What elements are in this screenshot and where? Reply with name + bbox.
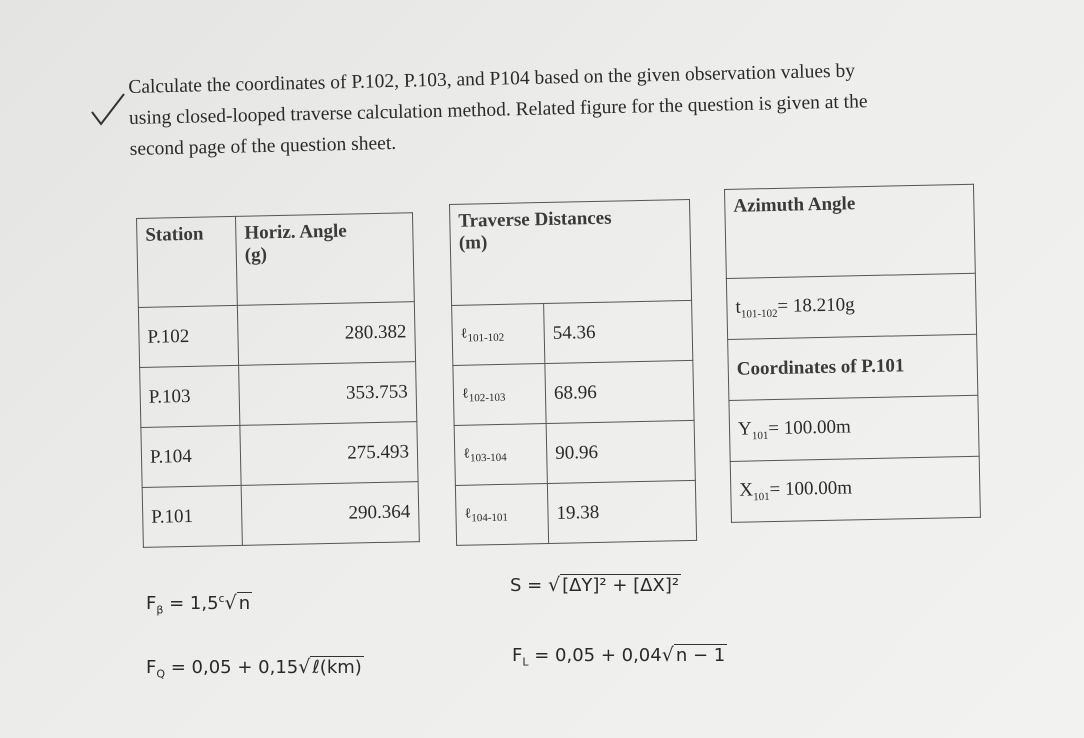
- formula-f-beta: [146, 592, 252, 617]
- angle-cell: 290.364: [241, 482, 419, 546]
- distance-label: [455, 484, 548, 546]
- table-row: [455, 480, 696, 545]
- distance-sub: 102-103: [468, 391, 506, 405]
- distance-label: [453, 364, 546, 426]
- table-row: [141, 422, 418, 488]
- azimuth-value: = 18.210g: [777, 294, 855, 317]
- question-line-2: using closed-looped traverse calculation method. Related figure for the question is given at the: [128, 91, 868, 129]
- distance-value: 54.36: [544, 300, 693, 363]
- f-beta-sup: c: [218, 592, 225, 605]
- station-cell: P.101: [142, 485, 242, 547]
- table-row: [140, 362, 417, 428]
- x-coord-cell: [730, 456, 980, 522]
- f-q-rhs: = 0,05 + 0,15: [165, 657, 299, 678]
- table-row: [452, 300, 693, 365]
- angles-table: [136, 212, 420, 548]
- distance-sub: 103-104: [469, 451, 507, 465]
- distance-label: [452, 304, 545, 366]
- sqrt-icon: √: [224, 592, 237, 614]
- distances-header-label: Traverse Distances: [458, 207, 612, 232]
- angle-cell: 280.382: [237, 302, 415, 366]
- ell-symbol: ℓ: [461, 386, 469, 402]
- distance-value: 68.96: [545, 360, 694, 423]
- x-value: = 100.00m: [769, 477, 853, 501]
- s-lhs: S =: [510, 575, 548, 596]
- angle-header-unit: (g): [244, 244, 268, 266]
- station-cell: P.104: [141, 425, 241, 487]
- angles-header-row: [137, 213, 415, 308]
- azimuth-sub: 101-102: [740, 307, 778, 321]
- sqrt-icon: √: [298, 656, 311, 678]
- angle-cell: 275.493: [240, 422, 418, 486]
- table-row: [138, 302, 415, 368]
- info-table: [724, 184, 981, 523]
- s-radicand: [ΔY]² + [ΔX]²: [562, 575, 680, 596]
- distances-header: [450, 199, 692, 305]
- distances-header-unit: (m): [458, 232, 488, 254]
- azimuth-symbol: t: [735, 296, 741, 318]
- formula-f-l: [512, 644, 727, 669]
- f-l-radicand: n − 1: [675, 645, 726, 666]
- x-symbol: X: [739, 479, 754, 501]
- y-row: [729, 395, 979, 461]
- angle-cell: 353.753: [239, 362, 417, 426]
- distance-sub: 104-101: [471, 511, 509, 524]
- question-text: [128, 51, 1060, 165]
- distance-sub: 101-102: [467, 331, 505, 345]
- station-header: Station: [137, 216, 238, 307]
- ell-symbol: ℓ: [460, 326, 468, 342]
- f-l-lhs: F: [512, 645, 523, 666]
- y-coord-cell: [729, 395, 979, 461]
- ell-symbol: ℓ: [464, 506, 472, 522]
- distances-table: [449, 199, 697, 546]
- distances-header-row: [450, 199, 692, 305]
- station-cell: P.103: [140, 365, 240, 427]
- f-q-sub: Q: [156, 667, 166, 681]
- distance-value: 19.38: [547, 480, 696, 543]
- f-beta-radicand: n: [238, 593, 251, 614]
- f-l-rhs: = 0,05 + 0,04: [528, 645, 662, 666]
- table-row: [453, 360, 694, 425]
- sqrt-icon: √: [661, 644, 674, 666]
- formula-f-q: [146, 656, 364, 681]
- question-line-3: second page of the question sheet.: [129, 132, 397, 160]
- angle-header: [235, 213, 414, 306]
- station-cell: P.102: [138, 305, 238, 367]
- y-symbol: Y: [737, 418, 752, 440]
- checkmark-icon: [90, 92, 126, 128]
- azimuth-header: Azimuth Angle: [725, 184, 976, 278]
- f-beta-lhs: F: [146, 593, 157, 614]
- distance-value: 90.96: [546, 420, 695, 483]
- f-q-lhs: F: [146, 657, 157, 678]
- f-l-sub: L: [522, 655, 529, 669]
- x-row: [730, 456, 980, 522]
- x-sub: 101: [753, 491, 770, 504]
- azimuth-header-row: [725, 184, 976, 278]
- coord-header: Coordinates of P.101: [728, 334, 978, 400]
- y-value: = 100.00m: [768, 416, 851, 440]
- y-sub: 101: [751, 430, 769, 443]
- f-beta-rhs: = 1,5: [163, 593, 219, 614]
- azimuth-value-cell: [726, 273, 976, 339]
- distance-label: [454, 424, 547, 486]
- sqrt-icon: √: [547, 574, 561, 596]
- question-line-1: Calculate the coordinates of P.102, P.103, and P104 based on the given observation values by: [128, 60, 856, 98]
- coord-header-row: [728, 334, 978, 400]
- formula-s: [510, 574, 681, 596]
- table-row: [454, 420, 695, 485]
- f-beta-sub: β: [156, 603, 164, 617]
- ell-symbol: ℓ: [463, 446, 471, 462]
- f-q-radicand: ℓ(km): [312, 657, 362, 678]
- azimuth-row: [726, 273, 976, 339]
- table-row: [142, 482, 419, 548]
- angle-header-label: Horiz. Angle: [244, 220, 347, 244]
